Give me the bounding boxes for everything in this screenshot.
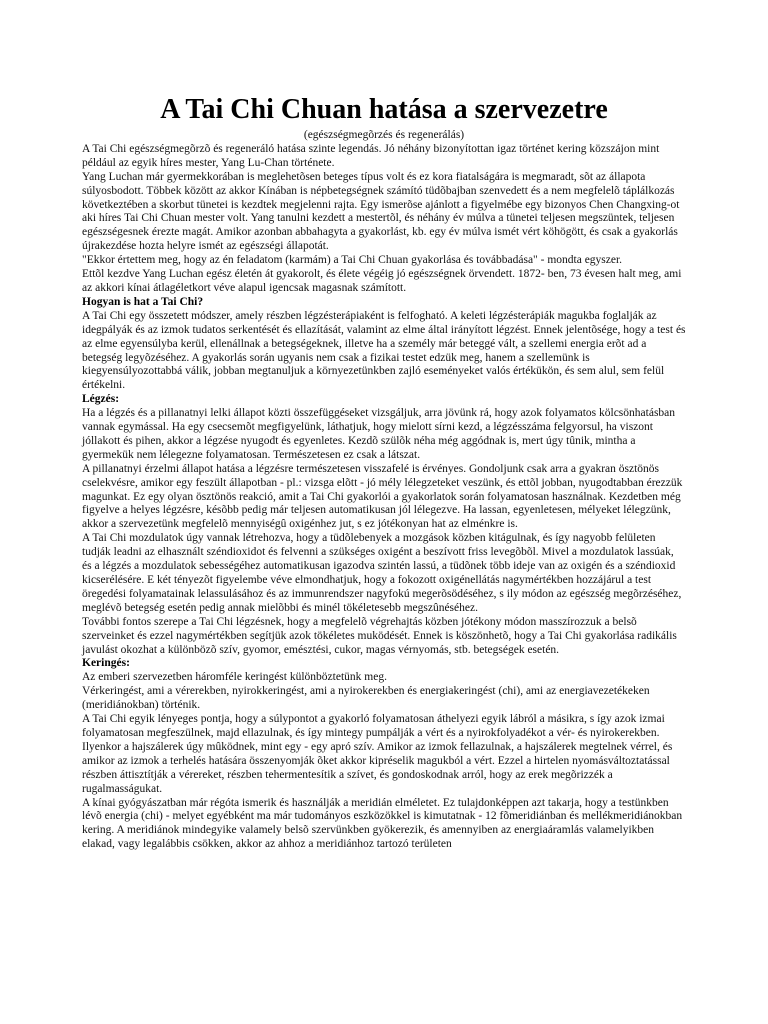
section-heading: Hogyan is hat a Tai Chi? — [82, 295, 204, 308]
paragraph: A Tai Chi mozdulatok úgy vannak létrehozva, hogy a tüdõlebenyek a mozgások közben kitágulnak, és így nagyobb felületen tudják leadni az elhasznált széndioxidot és felvenni a szükséges oxigént a beszívott friss levegõbõl. Mivel a mozdulatok lassúak, és a légzés a mozdulatok sebességéhez automatikusan igazodva szintén lassú, a tüdõnek több ideje van az oxigén és a széndioxid kicserélésére. E két tényezõt figyelembe véve elmondhatjuk, hogy a fokozott oxigénellátás nagymértékben hozzájárul a test öregedési folyamatainak lelassulásához és az immunrendszer nagyfokú megerõsödéséhez, s ily módon az egészség megõrzéséhez, meglévõ betegség esetén pedig annak mielõbbi és minél tökéletesebb megszûnéséhez. — [82, 532, 682, 614]
document-page — [82, 92, 686, 852]
paragraph: Az emberi szervezetben háromféle keringést különböztetünk meg. — [82, 671, 387, 684]
paragraph: A Tai Chi egyik lényeges pontja, hogy a súlypontot a gyakorló folyamatosan áthelyezi egyik lábról a másikra, s így azok izmai folyamatosan megfeszülnek, majd ellazulnak, és így mintegy pumpálják a vért és a nyirokfolyadékot a vér- és nyirokerekben. Ilyenkor a hajszálerek úgy mûködnek, mint egy - egy apró szív. Amikor az izmok fellazulnak, a hajszálerek megtelnek vérrel, és amikor az izmok a terhelés hatására összenyomják õket akkor kipréselik magukból a vért. Ezzel a hirtelen nyomásváltoztatással részben áttisztítják a vérereket, részben tehermentesítik a szívet, és gondoskodnak arról, hogy az erek megõrizzék a rugalmasságukat. — [82, 713, 673, 795]
paragraph: A Tai Chi egészségmegõrzõ és regeneráló hatása szinte legendás. Jó néhány bizonyítottan igaz történet kering közszájon mint például az egyik híres mester, Yang Lu-Chan története. — [82, 142, 660, 169]
paragraph: A kínai gyógyászatban már régóta ismerik és használják a meridián elméletet. Ez tulajdonképpen azt takarja, hogy a testünkben lévõ energia (chi) - melyet egyébként ma már tudományos eszközökkel is kimutatnak - 12 fõmeridiánban és mellékmeridiánokban kering. A meridiánok mindegyike valamely belsõ szervünkben gyökerezik, és amennyiben az energiaáramlás valamelyikben elakad, vagy legalábbis csökken, akkor az ahhoz a meridiánhoz tartozó területen — [82, 796, 683, 851]
paragraph: További fontos szerepe a Tai Chi légzésnek, hogy a megfelelõ végrehajtás közben jótékony módon masszírozzuk a belsõ szerveinket és ezzel nagymértékben segítjük azok tökéletes muködését. Ennek is köszönhetõ, hogy a Tai Chi gyakorlása radikális javulást okozhat a különbözõ szív, gyomor, emésztési, cukor, magas vérnyomás, stb. betegségek esetén. — [82, 615, 677, 656]
section-heading: Légzés: — [82, 393, 120, 406]
section-heading: Keringés: — [82, 657, 130, 670]
page-title: A Tai Chi Chuan hatása a szervezetre — [160, 94, 608, 125]
paragraph: Ettõl kezdve Yang Luchan egész életén át gyakorolt, és élete végéig jó egészségnek örvendett. 1872- ben, 73 évesen halt meg, ami az akkori kínai átlagéletkort véve alapul igencsak magasnak számított. — [82, 268, 682, 294]
paragraph: A pillanatnyi érzelmi állapot hatása a légzésre természetesen visszafelé is érvényes. Gondoljunk csak arra a gyakran ösztönös cselekvésre, amikor egy feszült állapotban - pl.: vizsga elõtt - jó mély lélegzeteket veszünk, és ettõl jobban, nyugodtabban érezzük magunkat. Ez egy olyan ösztönös reakció, amit a Tai Chi gyakorlói a gyakorlatok során folyamatosan használnak. Kezdetben még figyelve a helyes légzésre, késõbb pedig már teljesen automatikusan jól lélegezve. Ha lassan, egyenletesen, mélyeket lélegzünk, akkor a szervezetünk megfelelõ mennyiségû oxigénhez jut, s ez jótékonyan hat az elménkre is. — [82, 462, 683, 531]
paragraph: Ha a légzés és a pillanatnyi lelki állapot közti összefüggéseket vizsgáljuk, arra jövünk rá, hogy azok folyamatos kölcsönhatásban vannak egymással. Ha egy csecsemõt megfigyelünk, láthatjuk, hogy mielott sírni kezd, a légzésszáma felgyorsul, ha viszont jóllakott és pihen, akkor a légzése nyugodt és egyenletes. Kezdõ szülõk néha még aggódnak is, mert úgy tûnik, mintha a gyermekük nem lélegezne folyamatosan. Természetesen ez csak a látszat. — [82, 407, 676, 461]
paragraph: A Tai Chi egy összetett módszer, amely részben légzésterápiaként is felfogható. A keleti légzésterápiák magukba foglalják az idegpályák és az izmok tudatos serkentését és ellazítását, valamint az elme által irányított légzést. Ennek jelentõsége, hogy a test és az elme egyensúlyba kerül, ellenállnak a betegségeknek, illetve ha a személy már beteggé vált, a szellemi energia erõt ad a betegség legyõzéséhez. A gyakorlás során ugyanis nem csak a fizikai testet edzük meg, hanem a szellemünk is kiegyensúlyozottabbá válik, jobban megtanuljuk a környezetünkben zajló eseményeket valós értékükön, és sem alul, sem felül értékelni. — [82, 309, 686, 392]
paragraph: "Ekkor értettem meg, hogy az én feladatom (karmám) a Tai Chi Chuan gyakorlása és továbbadása" - mondta egyszer. — [82, 254, 623, 267]
paragraph: Yang Luchan már gyermekkorában is meglehetõsen beteges típus volt és ez kora fiatalságára is megmaradt, sõt az állapota súlyosbodott. Többek között az akkor Kínában is népbetegségnek számító tüdõbajban szenvedett és a nem megfelelõ táplálkozás következtében a skorbut tünetei is kezdtek megjelenni rajta. Egy ismerõse ajánlott a figyelmébe egy bizonyos Chen Changxing-ot aki híres Tai Chi Chuan mester volt. Yang tanulni kezdett a mestertõl, és néhány év múlva a tünetei teljesen megszüntek, teljesen egészségesnek érezte magát. Amikor azonban abbahagyta a gyakorlást, kb. egy év múlva ismét vért köhögött, és csak a gyakorlás újrakezdése hozta helyre ismét az egészségi állapotát. — [82, 170, 680, 253]
document-body — [82, 143, 686, 852]
page-subtitle: (egészségmegõrzés és regenerálás) — [303, 129, 465, 141]
paragraph: Vérkeringést, ami a vérerekben, nyirokkeringést, ami a nyirokerekben és energiakeringést (chi), ami az energiavezetékeken (meridiánokban) történik. — [82, 685, 650, 712]
